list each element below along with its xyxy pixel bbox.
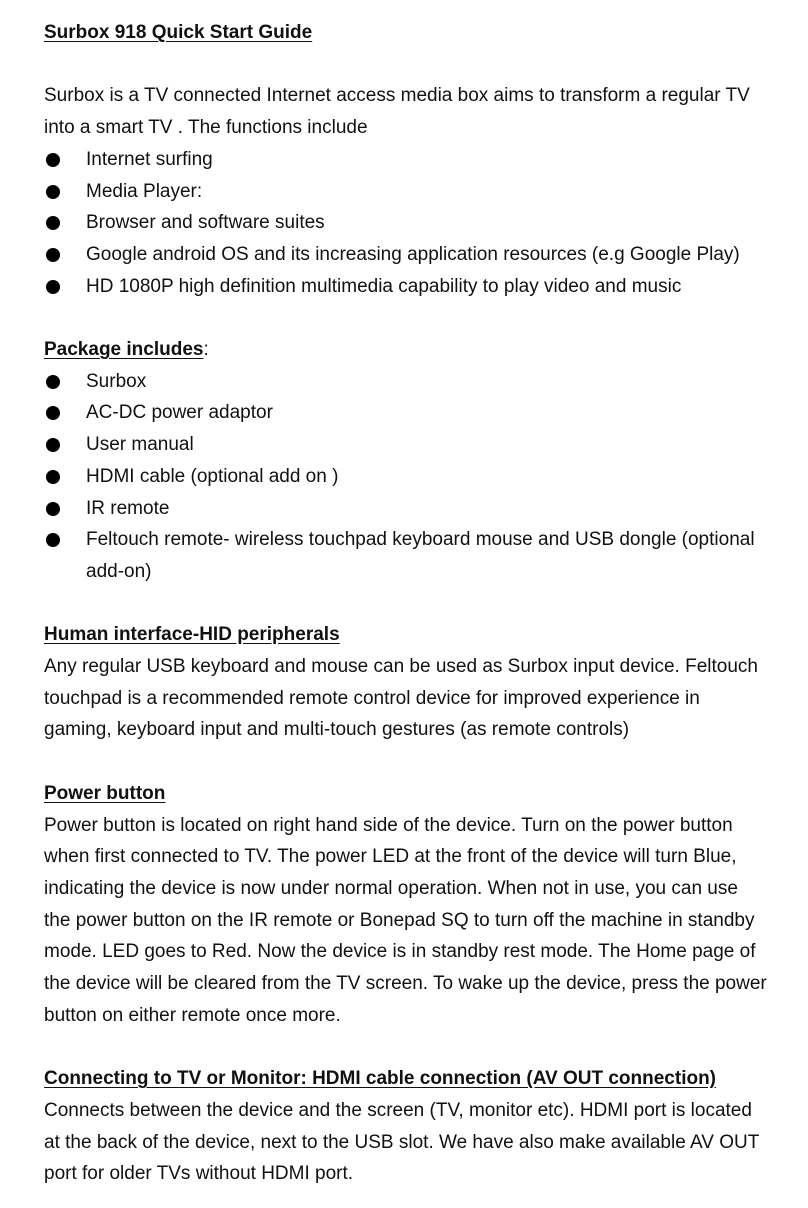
spacer [44, 746, 768, 778]
bullet-icon [46, 216, 60, 230]
list-item: Surbox [44, 366, 768, 398]
list-item: Internet surfing [44, 144, 768, 176]
list-item: HD 1080P high definition multimedia capability to play video and music [44, 271, 768, 303]
page-title: Surbox 918 Quick Start Guide [44, 22, 313, 43]
bullet-icon [46, 533, 60, 547]
hid-paragraph: Any regular USB keyboard and mouse can be used as Surbox input device. Feltouch touchpad is a recommended remote control device for improved experience in gaming, keyboard input and multi-touch gestures (as remote controls) [44, 656, 758, 741]
bullet-icon [46, 375, 60, 389]
bullet-icon [46, 185, 60, 199]
bullet-icon [46, 280, 60, 294]
package-heading-colon: : [203, 339, 209, 360]
power-heading: Power button [44, 782, 166, 804]
bullet-icon [46, 438, 60, 452]
list-item: AC-DC power adaptor [44, 397, 768, 429]
power-paragraph: Power button is located on right hand side of the device. Turn on the power button when first connected to TV. The power LED at the front of the device will turn Blue, indicating the device is now under normal operation. When not in use, you can use the power button on the IR remote or Bonepad SQ to turn off the machine in standby mode. LED goes to Red. Now the device is in standby rest mode. The Home page of the device will be cleared from the TV screen. To wake up the device, press the power button on either remote once more. [44, 814, 767, 1026]
package-list [44, 366, 768, 588]
hdmi-heading: Connecting to TV or Monitor: HDMI cable connection (AV OUT connection) [44, 1068, 717, 1090]
bullet-icon [46, 248, 60, 262]
spacer [44, 302, 768, 334]
list-item: User manual [44, 429, 768, 461]
package-heading: Package includes [44, 339, 204, 360]
functions-list [44, 144, 768, 303]
spacer [44, 588, 768, 620]
intro-paragraph: Surbox is a TV connected Internet access media box aims to transform a regular TV into a smart TV . The functions include [44, 85, 750, 139]
list-item: Media Player: [44, 176, 768, 208]
package-heading-line [44, 334, 768, 366]
bullet-icon [46, 406, 60, 420]
spacer [44, 1031, 768, 1063]
list-item: IR remote [44, 493, 768, 525]
bullet-icon [46, 502, 60, 516]
hdmi-paragraph: Connects between the device and the screen (TV, monitor etc). HDMI port is located at the back of the device, next to the USB slot. We have also make available AV OUT port for older TVs without HDMI port. [44, 1099, 759, 1185]
bullet-icon [46, 470, 60, 484]
list-item: Google android OS and its increasing application resources (e.g Google Play) [44, 239, 768, 271]
list-item: HDMI cable (optional add on ) [44, 461, 768, 493]
hid-heading: Human interface-HID peripherals [44, 624, 340, 646]
list-item: Feltouch remote- wireless touchpad keyboard mouse and USB dongle (optional add-on) [44, 524, 768, 587]
list-item: Browser and software suites [44, 207, 768, 239]
bullet-icon [46, 153, 60, 167]
spacer [44, 49, 768, 81]
